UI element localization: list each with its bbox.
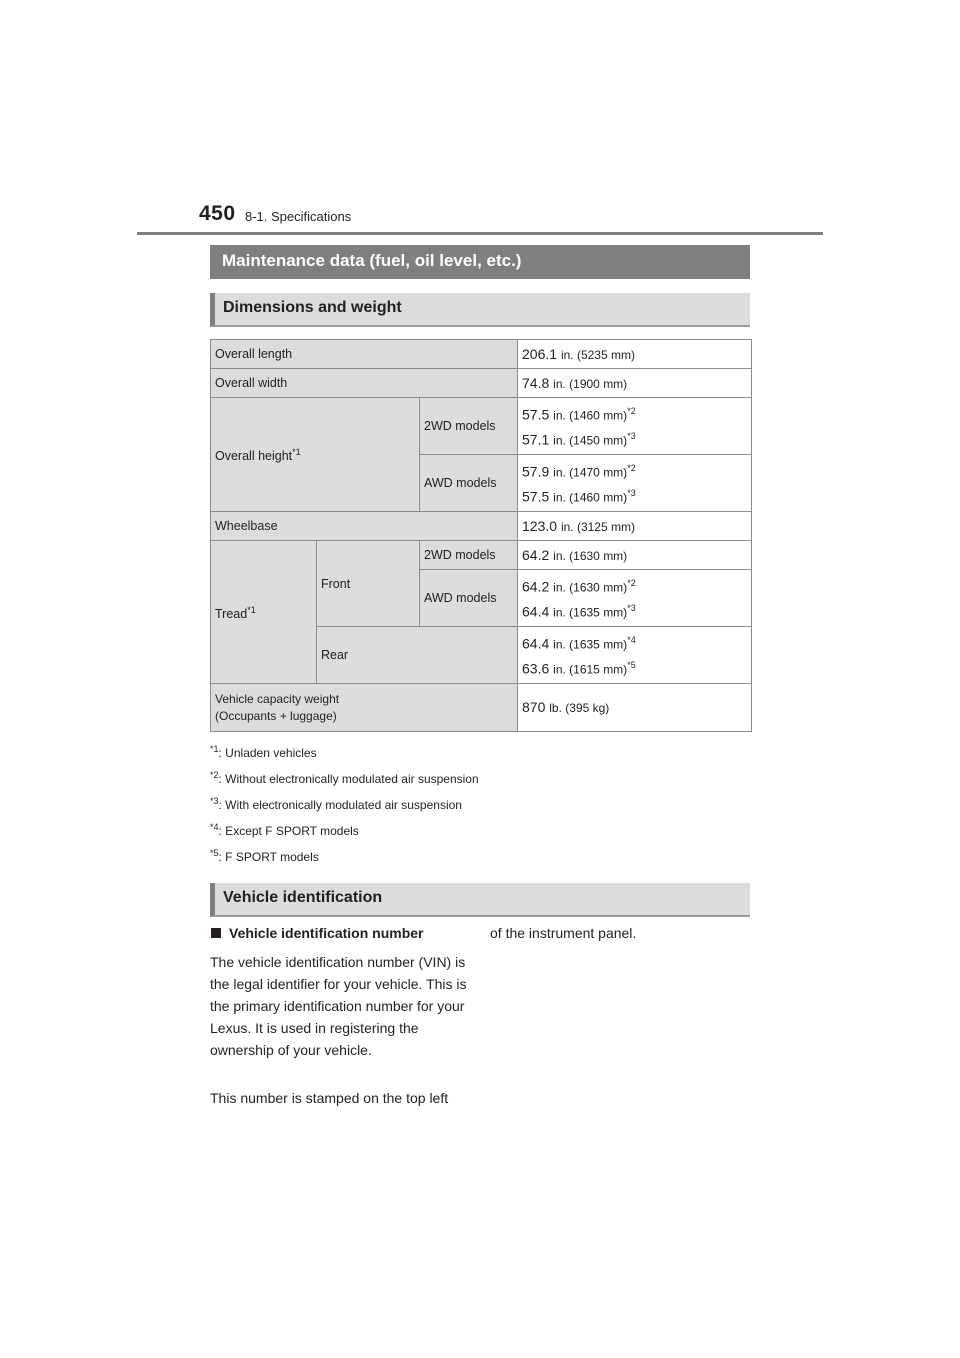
table-row xyxy=(211,340,752,369)
dimensions-heading: Dimensions and weight xyxy=(210,293,750,327)
row-value: 57.9 in. (1470 mm)$^{*2}$ 57.5 in. (1460 mm)$^{*3}$ xyxy=(518,455,752,512)
dimensions-table xyxy=(210,339,752,732)
footnote: $^{*4}$: Except F SPORT models xyxy=(210,822,359,838)
sub-label: AWD models xyxy=(420,455,518,512)
row-label: Tread$^{*1}$ xyxy=(211,541,317,684)
vehicle-identification-heading: Vehicle identification xyxy=(210,883,750,917)
row-value: 870 lb. (395 kg) xyxy=(518,684,752,732)
row-value: 64.2 in. (1630 mm) xyxy=(518,541,752,570)
footnote: $^{*1}$: Unladen vehicles xyxy=(210,744,317,760)
table-row xyxy=(211,398,752,455)
row-label: Overall width xyxy=(211,369,518,398)
row-label: Vehicle capacity weight (Occupants + luggage) xyxy=(211,684,518,732)
vin-location-paragraph: This number is stamped on the top left xyxy=(210,1090,449,1106)
sub-label: Front xyxy=(317,541,420,627)
sub-label: AWD models xyxy=(420,570,518,627)
row-value: 206.1 in. (5235 mm) xyxy=(518,340,752,369)
row-value: 74.8 in. (1900 mm) xyxy=(518,369,752,398)
sub-label: 2WD models xyxy=(420,398,518,455)
row-value: 57.5 in. (1460 mm)$^{*2}$ 57.1 in. (1450 mm)$^{*3}$ xyxy=(518,398,752,455)
row-label: Overall height$^{*1}$ xyxy=(211,398,420,512)
footnote: $^{*5}$: F SPORT models xyxy=(210,848,319,864)
vin-location-continued: of the instrument panel. xyxy=(490,925,637,941)
page-number: 450 xyxy=(199,202,236,225)
row-value: 64.2 in. (1630 mm)$^{*2}$ 64.4 in. (1635 mm)$^{*3}$ xyxy=(518,570,752,627)
vin-subheading: Vehicle identification number xyxy=(211,925,423,941)
header-divider xyxy=(137,232,823,235)
row-label: Overall length xyxy=(211,340,518,369)
vin-paragraph: The vehicle identification number (VIN) is the legal identifier for your vehicle. This is the primary identification number for your Lexus. It is used in registering the ownership of your vehicle. xyxy=(210,954,467,1058)
row-value: 123.0 in. (3125 mm) xyxy=(518,512,752,541)
footnote: $^{*2}$: Without electronically modulated air suspension xyxy=(210,770,479,786)
sub-label: Rear xyxy=(317,627,518,684)
square-bullet-icon xyxy=(211,928,221,938)
table-row xyxy=(211,512,752,541)
main-heading: Maintenance data (fuel, oil level, etc.) xyxy=(210,245,750,279)
table-row xyxy=(211,684,752,732)
row-value: 64.4 in. (1635 mm)$^{*4}$ 63.6 in. (1615 mm)$^{*5}$ xyxy=(518,627,752,684)
table-row xyxy=(211,369,752,398)
row-label: Wheelbase xyxy=(211,512,518,541)
footnote: $^{*3}$: With electronically modulated air suspension xyxy=(210,796,462,812)
sub-label: 2WD models xyxy=(420,541,518,570)
footnotes xyxy=(210,738,479,868)
table-row xyxy=(211,541,752,570)
section-title: 8-1. Specifications xyxy=(245,209,352,224)
